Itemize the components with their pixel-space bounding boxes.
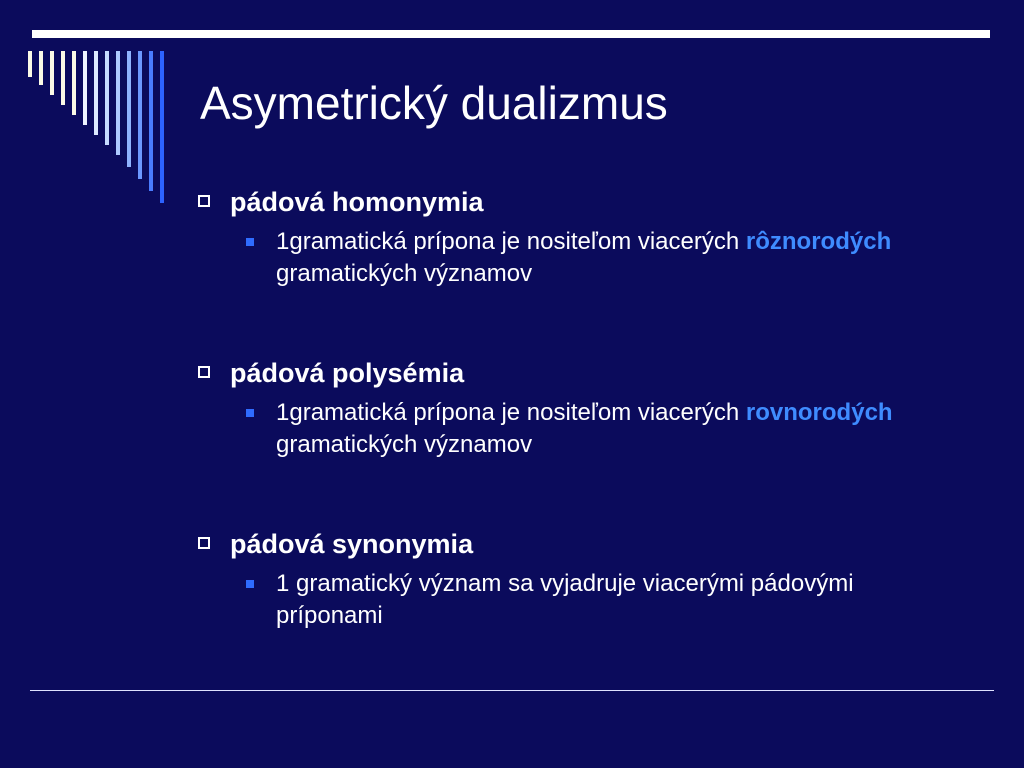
sub-bullet-text: 1gramatická prípona je nositeľom viacerých	[276, 399, 746, 426]
filled-square-icon	[246, 409, 254, 417]
bullet-item	[196, 528, 976, 632]
bullet-heading-row	[196, 528, 976, 560]
stripe	[28, 51, 32, 77]
bullet-heading: pádová homonymia	[230, 187, 484, 217]
slide-title: Asymetrický dualizmus	[200, 77, 668, 129]
stripe	[160, 51, 164, 203]
stripe	[83, 51, 87, 125]
sub-bullet-text: 1gramatická prípona je nositeľom viacerých	[276, 228, 746, 255]
hollow-square-icon	[198, 537, 210, 549]
stripe	[149, 51, 153, 191]
bullet-heading-row	[196, 186, 976, 218]
sub-bullet-text-end: gramatických významov	[276, 431, 533, 458]
filled-square-icon	[246, 580, 254, 588]
stripe	[138, 51, 142, 179]
highlighted-term: rovnorodých	[745, 399, 893, 426]
stripe	[50, 51, 54, 95]
stripe	[61, 51, 65, 105]
filled-square-icon	[246, 238, 254, 246]
sub-bullet-text-end: gramatických významov	[276, 260, 533, 287]
bullet-heading: pádová polysémia	[230, 358, 465, 388]
bullet-item	[196, 357, 976, 461]
hollow-square-icon	[198, 195, 210, 207]
stripe	[116, 51, 120, 155]
stripe	[127, 51, 131, 167]
stripe	[105, 51, 109, 145]
highlighted-term: rôznorodých	[745, 228, 892, 255]
sub-bullet-row	[196, 568, 916, 632]
bottom-rule	[30, 690, 994, 691]
sub-bullet-row	[196, 397, 916, 461]
hollow-square-icon	[198, 366, 210, 378]
bullet-item	[196, 186, 976, 290]
bullet-heading: pádová synonymia	[230, 529, 474, 559]
sub-bullet-row	[196, 226, 916, 290]
bullet-heading-row	[196, 357, 976, 389]
stripe	[72, 51, 76, 115]
sub-bullet-text: 1 gramatický význam sa vyjadruje viacerými pádovými príponami	[276, 570, 854, 629]
stripe	[39, 51, 43, 85]
decorative-stripes	[0, 0, 180, 220]
stripe	[94, 51, 98, 135]
